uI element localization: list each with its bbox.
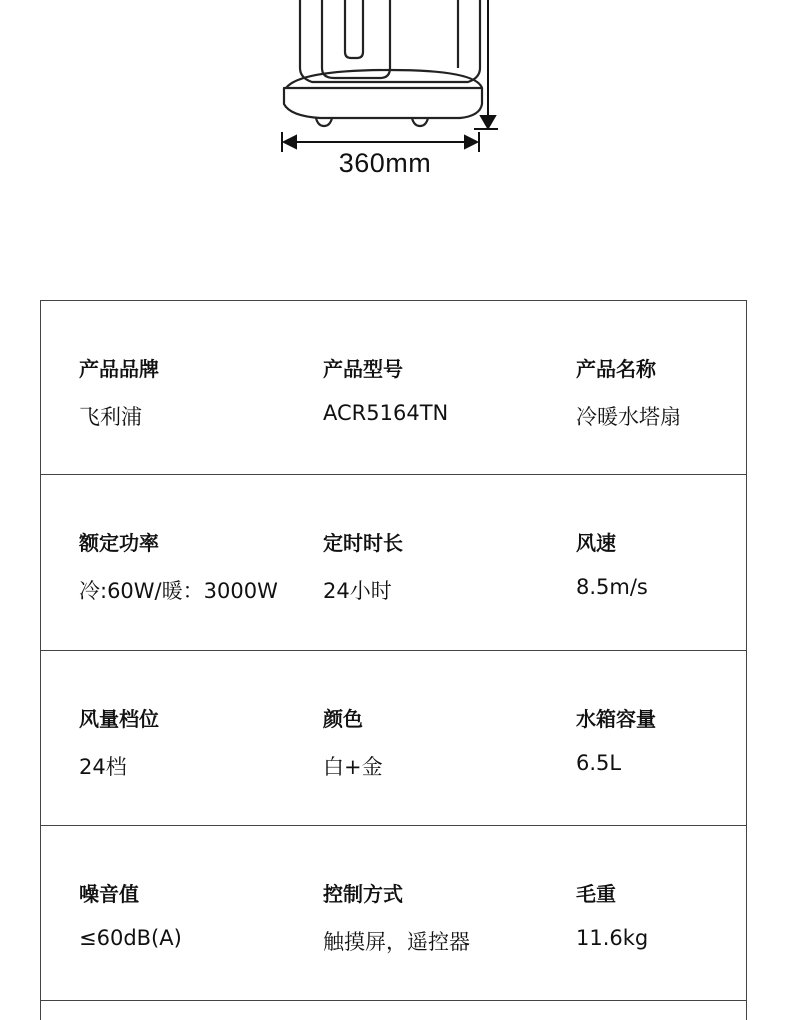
spec-value: 24档	[79, 755, 127, 779]
spec-value: 冷:60W/暖：3000W	[79, 579, 278, 603]
spec-table	[40, 300, 747, 1020]
spec-label: 定时时长	[323, 531, 403, 555]
tower-fan-base-illustration	[284, 0, 482, 126]
spec-row	[41, 826, 746, 1001]
spec-label: 水箱容量	[576, 707, 656, 731]
spec-row	[41, 651, 746, 826]
spec-row	[41, 475, 746, 651]
spec-value: 11.6kg	[576, 926, 649, 950]
width-dimension-label: 360mm	[338, 148, 432, 178]
spec-row	[41, 301, 746, 475]
spec-value: 24小时	[323, 579, 392, 603]
spec-value: 冷暖水塔扇	[576, 405, 681, 429]
spec-value: 触摸屏，遥控器	[323, 930, 470, 954]
spec-value: 飞利浦	[79, 405, 142, 429]
spec-label: 噪音值	[79, 882, 139, 906]
spec-label: 控制方式	[323, 882, 403, 906]
spec-label: 产品品牌	[79, 357, 159, 381]
spec-label: 产品型号	[323, 357, 403, 381]
spec-value: ACR5164TN	[323, 401, 449, 425]
spec-value: 8.5m/s	[576, 575, 648, 599]
spec-label: 风速	[576, 531, 616, 555]
spec-value: 6.5L	[576, 751, 622, 775]
spec-label: 额定功率	[79, 531, 159, 555]
spec-label: 产品名称	[576, 357, 656, 381]
product-dimension-diagram	[0, 0, 790, 220]
spec-label: 颜色	[323, 707, 363, 731]
height-dimension-indicator	[474, 0, 498, 129]
spec-label: 风量档位	[79, 707, 159, 731]
spec-value: ≤60dB(A)	[79, 926, 182, 950]
spec-value: 白+金	[323, 755, 383, 779]
spec-label: 毛重	[576, 882, 616, 906]
